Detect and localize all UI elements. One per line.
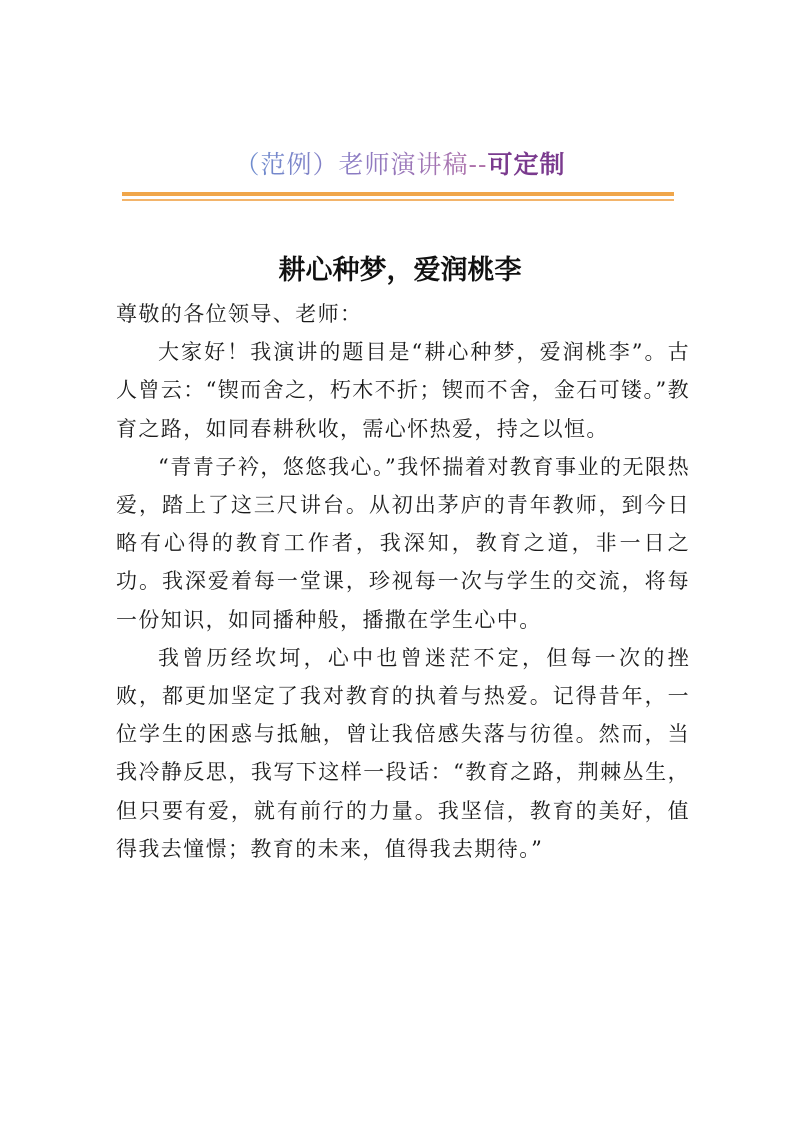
header-title-text: （范例）老师演讲稿--: [234, 150, 488, 179]
paragraph-2: “青青子衿，悠悠我心。”我怀揣着对教育事业的无限热爱，踏上了这三尺讲台。从初出茅庐的青年教师，到今日略有心得的教育工作者，我深知，教育之道，非一日之功。我深爱着每一堂课，珍视每一次与学生的交流，将每一份知识，如同播种般，播撒在学生心中。: [116, 454, 690, 632]
header-divider-thin: [122, 199, 674, 201]
salutation: 尊敬的各位领导、老师：: [116, 302, 363, 326]
speech-body: [116, 295, 690, 868]
document-header-title: [0, 148, 800, 182]
header-title-highlight: 可定制: [487, 150, 566, 179]
speech-title: 耕心种梦，爱润桃李: [278, 255, 522, 286]
header-divider-thick: [122, 192, 674, 196]
paragraph-1: 大家好！我演讲的题目是“耕心种梦，爱润桃李”。古人曾云：“锲而舍之，朽木不折；锲而不舍，金石可镂。”教育之路，如同春耕秋收，需心怀热爱，持之以恒。: [116, 340, 690, 441]
paragraph-3: 我曾历经坎坷，心中也曾迷茫不定，但每一次的挫败，都更加坚定了我对教育的执着与热爱。记得昔年，一位学生的困惑与抵触，曾让我倍感失落与彷徨。然而，当我冷静反思，我写下这样一段话：“教育之路，荆棘丛生，但只要有爱，就有前行的力量。我坚信，教育的美好，值得我去憧憬；教育的未来，值得我去期待。”: [116, 645, 690, 861]
